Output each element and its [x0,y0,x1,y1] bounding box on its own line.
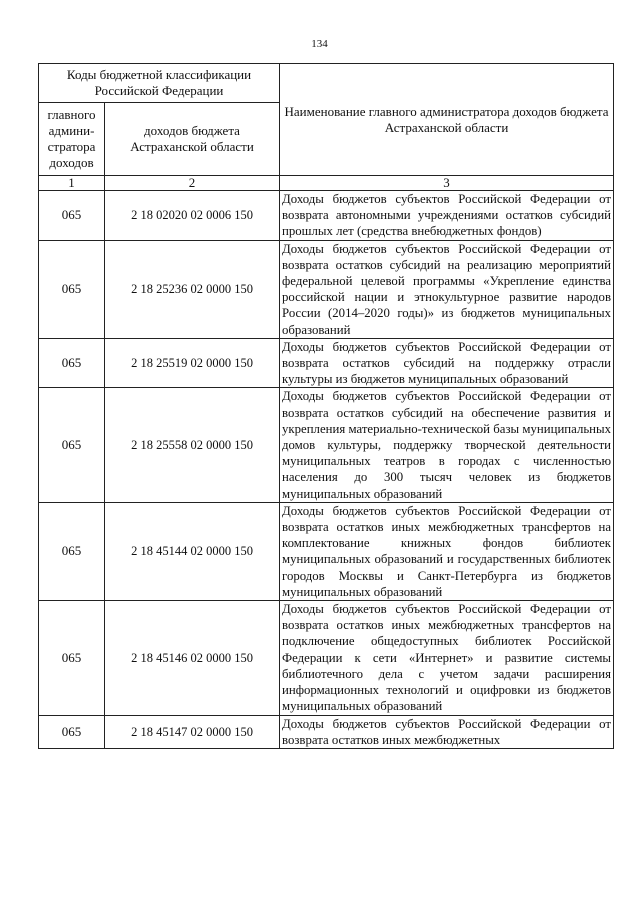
table-row [39,502,614,600]
table-row [39,240,614,338]
income-code-cell: 2 18 25558 02 0000 150 [105,388,280,502]
income-code-cell: 2 18 25236 02 0000 150 [105,240,280,338]
table-row [39,715,614,748]
table-header-row [39,64,614,103]
income-code-cell: 2 18 45146 02 0000 150 [105,601,280,715]
header-main-administrator: главного админи-стратора доходов [39,103,105,176]
admin-code-cell: 065 [39,502,105,600]
table-row [39,601,614,715]
admin-code-cell: 065 [39,191,105,241]
header-administrator-name: Наименование главного администратора доходов бюджета Астраханской области [280,64,614,176]
admin-code-cell: 065 [39,240,105,338]
column-number: 1 [39,176,105,191]
page-number: 134 [311,38,328,50]
income-code-cell: 2 18 45144 02 0000 150 [105,502,280,600]
column-number-row [39,176,614,191]
column-number: 2 [105,176,280,191]
admin-code-cell: 065 [39,338,105,388]
table-row [39,388,614,502]
income-name-cell: Доходы бюджетов субъектов Российской Федерации от возврата остатков субсидий на поддержку отрасли культуры из бюджетов муниципальных образований [280,338,614,388]
budget-classification-table [38,63,614,749]
table-row [39,191,614,241]
header-budget-codes: Коды бюджетной классификации Российской Федерации [39,64,280,103]
income-name-cell: Доходы бюджетов субъектов Российской Федерации от возврата автономными учреждениями остатков субсидий прошлых лет (средства внебюджетных фондов) [280,191,614,241]
income-code-cell: 2 18 45147 02 0000 150 [105,715,280,748]
income-name-cell: Доходы бюджетов субъектов Российской Федерации от возврата остатков субсидий на реализацию мероприятий федеральной целевой программы «Укрепление единства российской нации и этнокультурное развитие народов России (2014–2020 годы)» из бюджетов муниципальных образований [280,240,614,338]
income-name-cell: Доходы бюджетов субъектов Российской Федерации от возврата остатков иных межбюджетных трансфертов на комплектование книжных фондов библиотек муниципальных образований и государственных библиотек городов Москвы и Санкт-Петербурга из бюджетов муниципальных образований [280,502,614,600]
column-number: 3 [280,176,614,191]
income-code-cell: 2 18 25519 02 0000 150 [105,338,280,388]
admin-code-cell: 065 [39,715,105,748]
income-code-cell: 2 18 02020 02 0006 150 [105,191,280,241]
income-name-cell: Доходы бюджетов субъектов Российской Федерации от возврата остатков субсидий на обеспечение развития и укрепления материально-технической базы муниципальных домов культуры, поддержку творческой деятельности муниципальных театров в городах с численностью населения до 300 тысяч человек из бюджетов муниципальных образований [280,388,614,502]
admin-code-cell: 065 [39,388,105,502]
table-row [39,338,614,388]
income-name-cell: Доходы бюджетов субъектов Российской Федерации от возврата остатков иных межбюджетных [280,715,614,748]
income-name-cell: Доходы бюджетов субъектов Российской Федерации от возврата остатков иных межбюджетных трансфертов на подключение общедоступных библиотек Российской Федерации к сети «Интернет» и развитие системы библиотечного дела с учетом задачи расширения информационных технологий и оцифровки из бюджетов муниципальных образований [280,601,614,715]
admin-code-cell: 065 [39,601,105,715]
header-income-code: доходов бюджета Астраханской области [105,103,280,176]
